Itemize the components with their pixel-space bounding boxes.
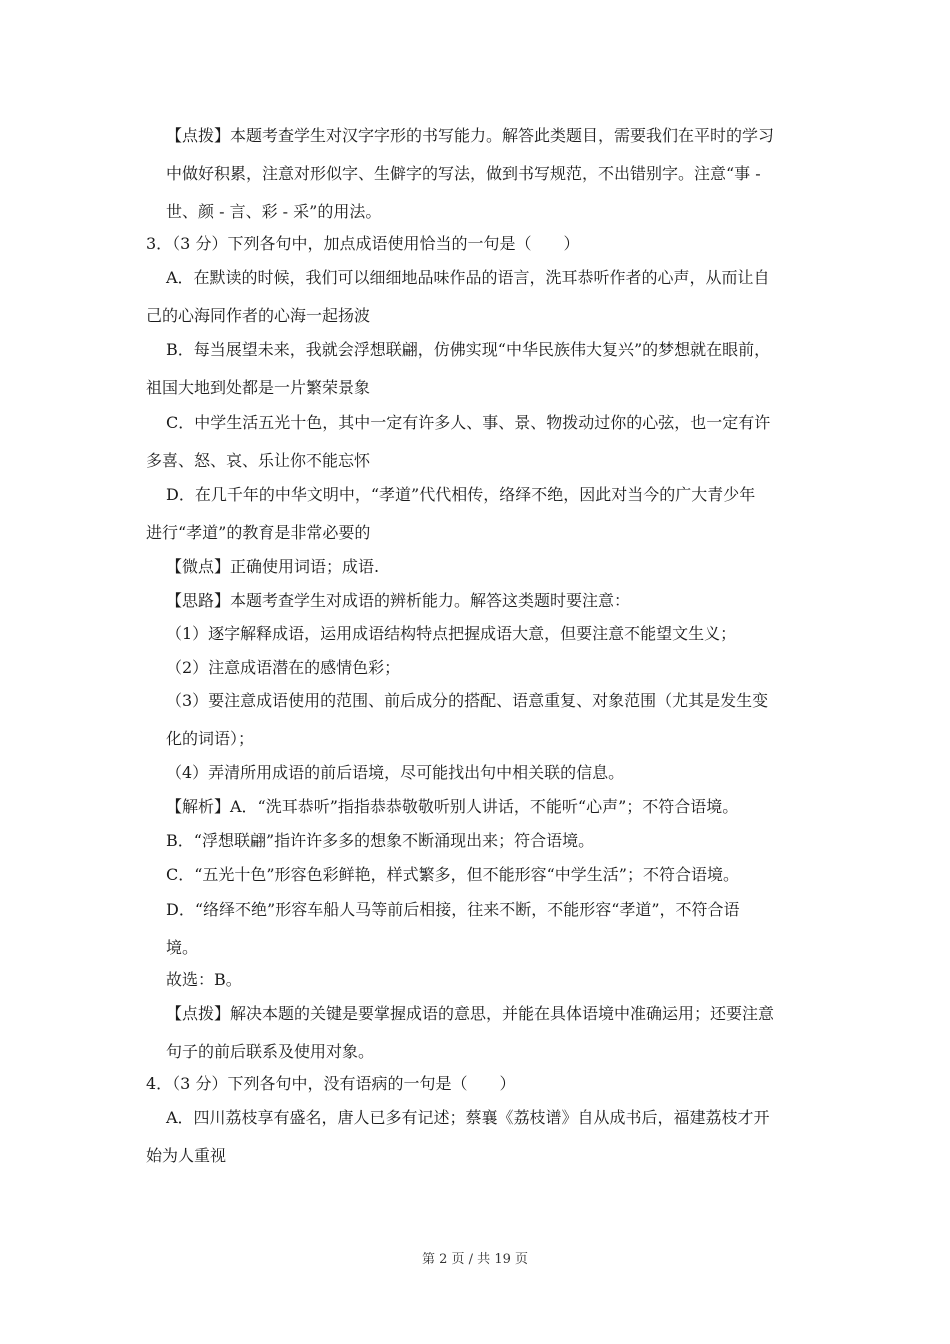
analysis-line-5: 境。 [166,938,199,957]
question-3-stem: 3．（3 分）下列各句中，加点成语使用恰当的一句是（ ） [146,234,580,253]
analysis-line-1: 【解析】A．“洗耳恭听”指指恭恭敬敬听别人讲话，不能听“心声”；不符合语境。 [166,797,739,816]
page-number-footer: 第 2 页 / 共 19 页 [422,1252,528,1267]
answer-line: 故选：B。 [166,970,242,989]
tip-line-2: 中做好积累，注意对形似字、生僻字的写法，做到书写规范，不出错别字。注意“事 - [166,164,761,183]
q3-option-a-line-2: 己的心海同作者的心海一起扬波 [146,306,371,325]
tip-line-3: 世、颜 - 言、彩 - 采”的用法。 [166,202,382,221]
silu-point-3-line-2: 化的词语）； [166,729,255,748]
q3-option-a-line-1: A．在默读的时候，我们可以细细地品味作品的语言，洗耳恭听作者的心声，从而让自 [166,268,770,287]
analysis-line-3: C．“五光十色”形容色彩鲜艳，样式繁多，但不能形容“中学生活”；不符合语境。 [166,865,739,884]
silu-point-4: （4）弄清所用成语的前后语境，尽可能找出句中相关联的信息。 [166,763,625,782]
q4-option-a-line-1: A．四川荔枝享有盛名，唐人已多有记述；蔡襄《荔枝谱》自从成书后，福建荔枝才开 [166,1108,770,1127]
silu-point-3-line-1: （3）要注意成语使用的范围、前后成分的搭配、语意重复、对象范围（尤其是发生变 [166,691,769,710]
silu-point-1: （1）逐字解释成语，运用成语结构特点把握成语大意，但要注意不能望文生义； [166,624,737,643]
analysis-line-2: B．“浮想联翩”指许许多多的想象不断涌现出来；符合语境。 [166,831,595,850]
q3-option-b-line-1: B．每当展望未来，我就会浮想联翩，仿佛实现“中华民族伟大复兴”的梦想就在眼前， [166,340,771,359]
analysis-line-4: D．“络绎不绝”形容车船人马等前后相接，往来不断，不能形容“孝道”，不符合语 [166,900,740,919]
tip-2-line-2: 句子的前后联系及使用对象。 [166,1042,375,1061]
q3-option-d-line-1: D．在几千年的中华文明中，“孝道”代代相传，络绎不绝，因此对当今的广大青少年 [166,485,756,504]
weidian-line: 【微点】正确使用词语；成语. [166,557,380,576]
question-4-stem: 4．（3 分）下列各句中，没有语病的一句是（ ） [146,1074,516,1093]
q4-option-a-line-2: 始为人重视 [146,1146,227,1165]
q3-option-d-line-2: 进行“孝道”的教育是非常必要的 [146,523,371,542]
silu-line: 【思路】本题考查学生对成语的辨析能力。解答这类题时要注意： [166,591,631,610]
q3-option-b-line-2: 祖国大地到处都是一片繁荣景象 [146,378,371,397]
tip-line-1: 【点拨】本题考查学生对汉字字形的书写能力。解答此类题目，需要我们在平时的学习 [166,126,775,145]
q3-option-c-line-1: C．中学生活五光十色，其中一定有许多人、事、景、物拨动过你的心弦，也一定有许 [166,413,771,432]
q3-option-c-line-2: 多喜、怒、哀、乐让你不能忘怀 [146,451,371,470]
tip-2-line-1: 【点拨】解决本题的关键是要掌握成语的意思，并能在具体语境中准确运用；还要注意 [166,1004,775,1023]
silu-point-2: （2）注意成语潜在的感情色彩； [166,658,401,677]
